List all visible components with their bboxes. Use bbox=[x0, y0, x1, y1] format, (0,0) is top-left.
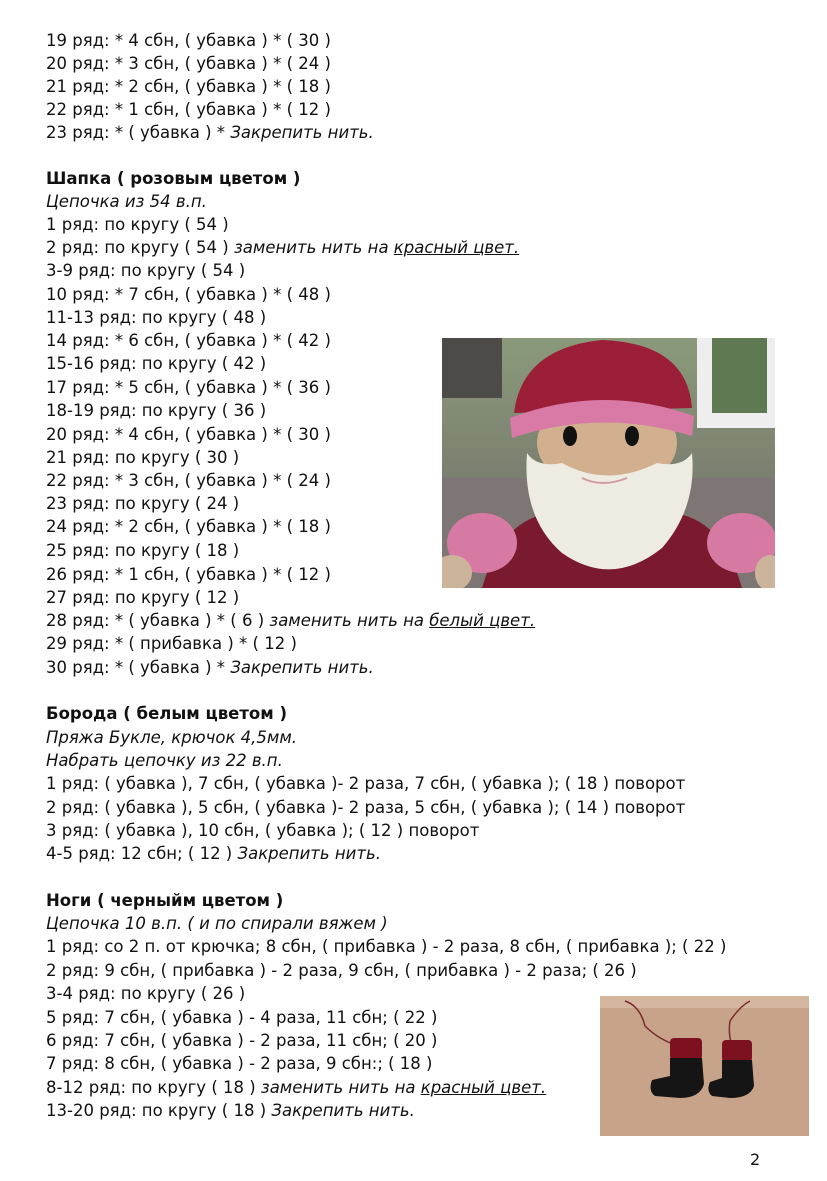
row-text: 8-12 ряд: по кругу ( 18 ) заменить нить на красный цвет. bbox=[46, 1078, 547, 1097]
section-subtitle: Набрать цепочку из 22 в.п. bbox=[46, 751, 283, 770]
row-text: 1 ряд: со 2 п. от крючка; 8 сбн, ( прибавка ) - 2 раза, 8 сбн, ( прибавка ); ( 22 ) bbox=[46, 937, 727, 956]
row-text: 10 ряд: * 7 сбн, ( убавка ) * ( 48 ) bbox=[46, 285, 331, 304]
row-text: 7 ряд: 8 сбн, ( убавка ) - 2 раза, 9 сбн:; ( 18 ) bbox=[46, 1054, 433, 1073]
row-text: 14 ряд: * 6 сбн, ( убавка ) * ( 42 ) bbox=[46, 331, 331, 350]
row-text: 13-20 ряд: по кругу ( 18 ) Закрепить нить. bbox=[46, 1101, 415, 1120]
row-text: 22 ряд: * 1 сбн, ( убавка ) * ( 12 ) bbox=[46, 100, 331, 119]
gnome-photo bbox=[442, 338, 775, 588]
row-text: 1 ряд: по кругу ( 54 ) bbox=[46, 215, 229, 234]
row-text: 24 ряд: * 2 сбн, ( убавка ) * ( 18 ) bbox=[46, 517, 331, 536]
row-text: 11-13 ряд: по кругу ( 48 ) bbox=[46, 308, 267, 327]
section-title-hat: Шапка ( розовым цветом ) bbox=[46, 169, 301, 188]
row-text: 1 ряд: ( убавка ), 7 сбн, ( убавка )- 2 раза, 7 сбн, ( убавка ); ( 18 ) поворот bbox=[46, 774, 686, 793]
row-text: 23 ряд: по кругу ( 24 ) bbox=[46, 494, 240, 513]
row-text: 2 ряд: по кругу ( 54 ) заменить нить на красный цвет. bbox=[46, 238, 520, 257]
row-text: 5 ряд: 7 сбн, ( убавка ) - 4 раза, 11 сбн; ( 22 ) bbox=[46, 1008, 438, 1027]
page-number: 2 bbox=[750, 1150, 761, 1169]
row-text: 29 ряд: * ( прибавка ) * ( 12 ) bbox=[46, 634, 297, 653]
row-text: 20 ряд: * 3 сбн, ( убавка ) * ( 24 ) bbox=[46, 54, 331, 73]
section-subtitle: Пряжа Букле, крючок 4,5мм. bbox=[46, 728, 298, 747]
row-text: 22 ряд: * 3 сбн, ( убавка ) * ( 24 ) bbox=[46, 471, 331, 490]
row-text: 3-4 ряд: по кругу ( 26 ) bbox=[46, 984, 246, 1003]
row-text: 6 ряд: 7 сбн, ( убавка ) - 2 раза, 11 сбн; ( 20 ) bbox=[46, 1031, 438, 1050]
row-text: 21 ряд: * 2 сбн, ( убавка ) * ( 18 ) bbox=[46, 77, 331, 96]
section-subtitle: Цепочка 10 в.п. ( и по спирали вяжем ) bbox=[46, 914, 388, 933]
row-text: 2 ряд: ( убавка ), 5 сбн, ( убавка )- 2 раза, 5 сбн, ( убавка ); ( 14 ) поворот bbox=[46, 798, 686, 817]
row-text: 23 ряд: * ( убавка ) * Закрепить нить. bbox=[46, 123, 374, 142]
row-text: 21 ряд: по кругу ( 30 ) bbox=[46, 448, 240, 467]
row-text: 28 ряд: * ( убавка ) * ( 6 ) заменить нить на белый цвет. bbox=[46, 611, 536, 630]
row-text: 27 ряд: по кругу ( 12 ) bbox=[46, 588, 240, 607]
row-text: 25 ряд: по кругу ( 18 ) bbox=[46, 541, 240, 560]
section-title-beard: Борода ( белым цветом ) bbox=[46, 704, 288, 723]
row-text: 19 ряд: * 4 сбн, ( убавка ) * ( 30 ) bbox=[46, 31, 331, 50]
row-text: 3 ряд: ( убавка ), 10 сбн, ( убавка ); ( 12 ) поворот bbox=[46, 821, 480, 840]
row-text: 2 ряд: 9 сбн, ( прибавка ) - 2 раза, 9 сбн, ( прибавка ) - 2 раза; ( 26 ) bbox=[46, 961, 637, 980]
boots-photo bbox=[600, 996, 809, 1136]
row-text: 26 ряд: * 1 сбн, ( убавка ) * ( 12 ) bbox=[46, 565, 331, 584]
row-text: 4-5 ряд: 12 сбн; ( 12 ) Закрепить нить. bbox=[46, 844, 381, 863]
row-text: 3-9 ряд: по кругу ( 54 ) bbox=[46, 261, 246, 280]
section-title-legs: Ноги ( черныйм цветом ) bbox=[46, 891, 284, 910]
row-text: 15-16 ряд: по кругу ( 42 ) bbox=[46, 354, 267, 373]
row-text: 18-19 ряд: по кругу ( 36 ) bbox=[46, 401, 267, 420]
row-text: 30 ряд: * ( убавка ) * Закрепить нить. bbox=[46, 658, 374, 677]
row-text: 17 ряд: * 5 сбн, ( убавка ) * ( 36 ) bbox=[46, 378, 331, 397]
row-text: 20 ряд: * 4 сбн, ( убавка ) * ( 30 ) bbox=[46, 425, 331, 444]
section-subtitle: Цепочка из 54 в.п. bbox=[46, 192, 207, 211]
